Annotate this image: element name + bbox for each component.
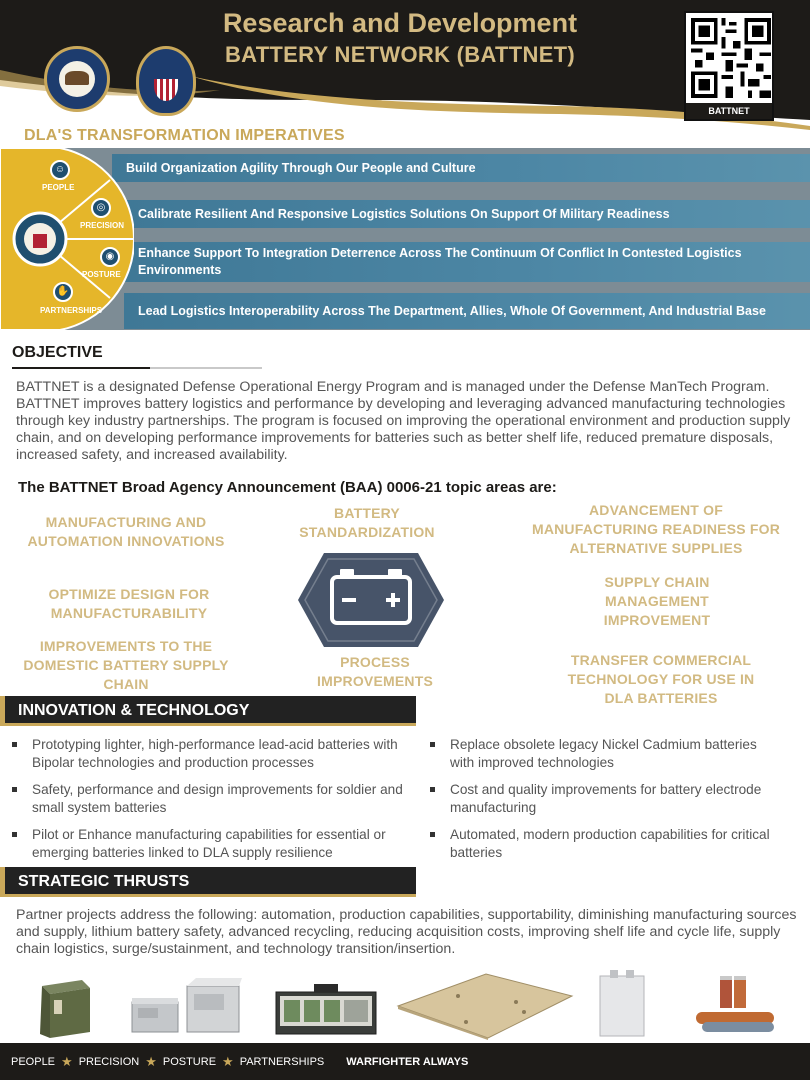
header-title-line2: BATTERY NETWORK (BATTNET) xyxy=(224,42,576,67)
innovation-list-right xyxy=(430,736,780,871)
list-item: Cost and quality improvements for battery electrode manufacturing xyxy=(430,781,780,816)
innovation-heading xyxy=(0,696,416,726)
qr-label: BATTNET xyxy=(686,103,772,119)
battery-image-green xyxy=(36,980,92,1040)
star-icon: ★ xyxy=(145,1054,157,1069)
footer-tagline: WARFIGHTER ALWAYS xyxy=(346,1056,469,1068)
wheel-label-posture: POSTURE xyxy=(82,270,121,279)
list-item: Pilot or Enhance manufacturing capabilities for essential or emerging batteries linked to DLA supply resilience xyxy=(12,826,416,861)
dla-seal-logo xyxy=(136,46,196,116)
objective-heading: OBJECTIVE xyxy=(12,344,103,361)
footer-item-people: PEOPLE xyxy=(11,1056,56,1068)
footer-item-precision: PRECISION xyxy=(78,1056,140,1068)
topic-battery-standardization: BATTERY STANDARDIZATION xyxy=(299,505,435,540)
battery-image-pouch xyxy=(596,970,648,1040)
partnerships-icon: ✋ xyxy=(53,282,73,302)
innovation-list-left xyxy=(12,736,416,871)
thrusts-body: Partner projects address the following: automation, production capabilities, supportability, diminishing manufacturing sources and supply, lithium battery safety, advanced recycling, reducing acquisition costs, improving shelf life and cycle life, supply chain logistics, surge/sustainment, and technology transition/insertion. xyxy=(16,907,797,958)
wheel-label-people: PEOPLE xyxy=(42,183,75,192)
list-item: Safety, performance and design improvements for soldier and small system batteries xyxy=(12,781,416,816)
objective-divider-light xyxy=(150,367,262,369)
wheel-label-partnerships: PARTNERSHIPS xyxy=(40,306,103,315)
footer-values xyxy=(11,1054,468,1070)
thrusts-heading-text: STRATEGIC THRUSTS xyxy=(18,873,190,890)
qr-code[interactable] xyxy=(684,11,774,121)
battery-image-gray-large xyxy=(184,976,242,1036)
dod-seal-logo xyxy=(44,46,110,112)
topic-manufacturing-automation: MANUFACTURING AND AUTOMATION INNOVATIONS xyxy=(27,514,225,549)
imperatives-wheel xyxy=(0,148,134,330)
list-item: Automated, modern production capabilities for critical batteries xyxy=(430,826,780,861)
battery-icon xyxy=(298,553,444,647)
battery-image-tray xyxy=(274,982,378,1040)
imperative-precision: Calibrate Resilient And Responsive Logistics Solutions On Support Of Military Readiness xyxy=(124,200,810,228)
imperative-posture: Enhance Support To Integration Deterrence Across The Continuum Of Conflict In Contested Logistics Environments xyxy=(124,242,810,282)
topic-design-manufacturability: OPTIMIZE DESIGN FOR MANUFACTURABILITY xyxy=(48,586,210,621)
people-icon: ☺ xyxy=(50,160,70,180)
footer-item-partnerships: PARTNERSHIPS xyxy=(239,1056,325,1068)
topic-supply-chain-management: SUPPLY CHAIN MANAGEMENT IMPROVEMENT xyxy=(603,574,711,628)
battery-image-cells xyxy=(690,974,778,1036)
battery-image-flat-pack xyxy=(396,972,574,1040)
footer-item-posture: POSTURE xyxy=(162,1056,217,1068)
topic-manufacturing-readiness: ADVANCEMENT OF MANUFACTURING READINESS FOR ALTERNATIVE SUPPLIES xyxy=(531,502,781,556)
topic-transfer-commercial-tech: TRANSFER COMMERCIAL TECHNOLOGY FOR USE IN DLA BATTERIES xyxy=(567,652,755,706)
objective-body: BATTNET is a designated Defense Operational Energy Program and is managed under the Defense ManTech Program. BATTNET improves battery logistics and performance by developing and leveraging advanced manufacturing technologies through key industry partnerships. The program is focused on improving the operational environment and production supply chain, and on developing performance improvements for batteries such as better shelf life, reduced premature disposals, increased safety, and increased availability. xyxy=(16,379,791,463)
thrusts-heading xyxy=(0,867,416,897)
qr-code-icon xyxy=(691,18,771,98)
star-icon: ★ xyxy=(222,1054,234,1069)
star-icon: ★ xyxy=(61,1054,73,1069)
wheel-label-precision: PRECISION xyxy=(80,221,125,230)
innovation-heading-text: INNOVATION & TECHNOLOGY xyxy=(18,702,250,719)
topic-process-improvements: PROCESS IMPROVEMENTS xyxy=(317,654,433,689)
topic-domestic-supply-chain: IMPROVEMENTS TO THE DOMESTIC BATTERY SUPPLY CHAIN xyxy=(23,638,229,692)
precision-icon: ◎ xyxy=(91,198,111,218)
list-item: Replace obsolete legacy Nickel Cadmium batteries with improved technologies xyxy=(430,736,780,771)
battery-image-gray-small xyxy=(130,996,180,1036)
list-item: Prototyping lighter, high-performance lead-acid batteries with Bipolar technologies and production processes xyxy=(12,736,416,771)
header-title-line1: Research and Development xyxy=(222,8,578,38)
posture-icon: ◉ xyxy=(100,247,120,267)
imperative-people: Build Organization Agility Through Our People and Culture xyxy=(112,154,810,182)
imperative-partnerships: Lead Logistics Interoperability Across The Department, Allies, Whole Of Government, And Industrial Base xyxy=(124,293,810,329)
footer-bar xyxy=(0,1043,810,1080)
imperatives-heading: DLA'S TRANSFORMATION IMPERATIVES xyxy=(24,127,345,144)
baa-topics-intro: The BATTNET Broad Agency Announcement (BAA) 0006-21 topic areas are: xyxy=(18,479,557,496)
